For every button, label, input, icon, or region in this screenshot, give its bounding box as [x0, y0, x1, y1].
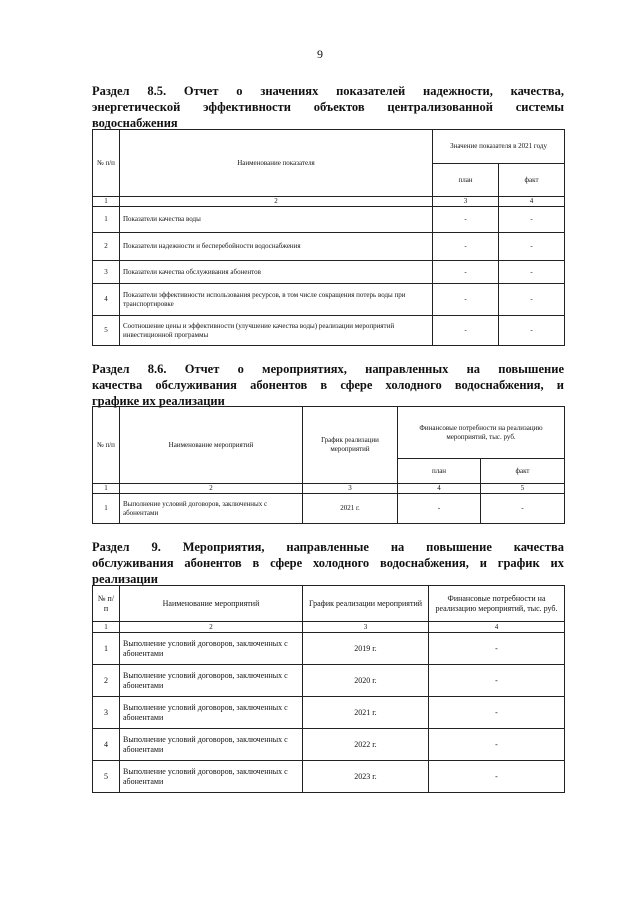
- column-numbers-row: [93, 484, 565, 494]
- col-number: 1: [93, 484, 120, 494]
- row-num: 4: [93, 729, 120, 761]
- row-schedule: 2020 г.: [303, 665, 429, 697]
- section-8-5-heading: [92, 83, 564, 131]
- row-schedule: 2023 г.: [303, 761, 429, 793]
- table-row: [93, 729, 565, 761]
- row-num: 1: [93, 633, 120, 665]
- heading-line: энергетической эффективности объектов централизованной системы: [92, 100, 564, 114]
- row-num: 2: [93, 665, 120, 697]
- row-finance: -: [429, 761, 565, 793]
- col-number: 1: [93, 197, 120, 207]
- col-header-schedule: График реализации мероприятий: [303, 407, 398, 484]
- table-row: [93, 284, 565, 316]
- row-plan: -: [433, 207, 499, 233]
- row-num: 2: [93, 233, 120, 261]
- heading-line: обслуживания абонентов в сфере холодного водоснабжения, и график их: [92, 556, 564, 570]
- row-fact: -: [499, 261, 565, 284]
- section-8-6-heading: [92, 361, 564, 409]
- table-row: [93, 761, 565, 793]
- heading-line: реализации: [92, 572, 158, 586]
- col-header-finance: Финансовые потребности на реализацию мероприятий, тыс. руб.: [398, 407, 565, 459]
- col-header-name: Наименование показателя: [120, 130, 433, 197]
- column-numbers-row: [93, 197, 565, 207]
- table-row: [93, 261, 565, 284]
- col-number: 1: [93, 622, 120, 633]
- row-name: Показатели эффективности использования ресурсов, в том числе сокращения потерь воды при транспортировке: [120, 284, 433, 316]
- row-name: Выполнение условий договоров, заключенных с абонентами: [120, 729, 303, 761]
- row-name: Выполнение условий договоров, заключенных с абонентами: [120, 494, 303, 524]
- heading-line: Раздел 9. Мероприятия, направленные на повышение качества: [92, 540, 564, 554]
- table-row: [93, 697, 565, 729]
- row-schedule: 2022 г.: [303, 729, 429, 761]
- row-plan: -: [433, 316, 499, 346]
- col-number: 4: [429, 622, 565, 633]
- row-plan: -: [433, 233, 499, 261]
- section-9-heading: [92, 539, 564, 587]
- table-row: [93, 494, 565, 524]
- row-name: Выполнение условий договоров, заключенных с абонентами: [120, 761, 303, 793]
- row-num: 1: [93, 207, 120, 233]
- col-header-plan: план: [433, 164, 499, 197]
- table-row: [93, 633, 565, 665]
- row-name: Показатели надежности и бесперебойности водоснабжения: [120, 233, 433, 261]
- indicators-table: [92, 129, 565, 346]
- row-name: Соотношение цены и эффективности (улучшение качества воды) реализации мероприятий инвестиционной программы: [120, 316, 433, 346]
- row-fact: -: [499, 233, 565, 261]
- col-number: 4: [499, 197, 565, 207]
- col-header-name: Наименование мероприятий: [120, 586, 303, 622]
- col-number: 2: [120, 197, 433, 207]
- row-plan: -: [398, 494, 481, 524]
- col-header-num: № п/п: [93, 130, 120, 197]
- row-finance: -: [429, 633, 565, 665]
- row-fact: -: [481, 494, 565, 524]
- col-number: 2: [120, 622, 303, 633]
- row-name: Выполнение условий договоров, заключенных с абонентами: [120, 633, 303, 665]
- col-header-finance: Финансовые потребности на реализацию мероприятий, тыс. руб.: [429, 586, 565, 622]
- table-row: [93, 233, 565, 261]
- col-number: 5: [481, 484, 565, 494]
- row-name: Показатели качества воды: [120, 207, 433, 233]
- heading-line: водоснабжения: [92, 116, 178, 130]
- col-header-plan: план: [398, 459, 481, 484]
- row-num: 1: [93, 494, 120, 524]
- row-num: 4: [93, 284, 120, 316]
- row-fact: -: [499, 207, 565, 233]
- row-num: 5: [93, 761, 120, 793]
- row-num: 5: [93, 316, 120, 346]
- row-finance: -: [429, 729, 565, 761]
- row-plan: -: [433, 284, 499, 316]
- row-finance: -: [429, 697, 565, 729]
- table-row: [93, 207, 565, 233]
- col-header-num: № п/п: [93, 407, 120, 484]
- row-num: 3: [93, 261, 120, 284]
- row-plan: -: [433, 261, 499, 284]
- col-header-schedule: График реализации мероприятий: [303, 586, 429, 622]
- heading-line: графике их реализации: [92, 394, 225, 408]
- row-schedule: 2019 г.: [303, 633, 429, 665]
- table-row: [93, 665, 565, 697]
- row-name: Выполнение условий договоров, заключенных с абонентами: [120, 697, 303, 729]
- heading-line: качества обслуживания абонентов в сфере холодного водоснабжения, и: [92, 378, 564, 392]
- heading-line: Раздел 8.6. Отчет о мероприятиях, направленных на повышение: [92, 362, 564, 376]
- row-schedule: 2021 г.: [303, 494, 398, 524]
- row-finance: -: [429, 665, 565, 697]
- row-fact: -: [499, 316, 565, 346]
- col-number: 3: [433, 197, 499, 207]
- col-header-values: Значение показателя в 2021 году: [433, 130, 565, 164]
- page-number: 9: [317, 47, 323, 61]
- row-name: Выполнение условий договоров, заключенных с абонентами: [120, 665, 303, 697]
- col-header-num: № п/п: [93, 586, 120, 622]
- col-number: 4: [398, 484, 481, 494]
- activities-table: [92, 406, 565, 524]
- col-number: 2: [120, 484, 303, 494]
- row-num: 3: [93, 697, 120, 729]
- col-number: 3: [303, 484, 398, 494]
- heading-line: Раздел 8.5. Отчет о значениях показателей надежности, качества,: [92, 84, 564, 98]
- row-schedule: 2021 г.: [303, 697, 429, 729]
- col-header-fact: факт: [481, 459, 565, 484]
- col-header-name: Наименование мероприятий: [120, 407, 303, 484]
- table-row: [93, 316, 565, 346]
- plan-table: [92, 585, 565, 793]
- column-numbers-row: [93, 622, 565, 633]
- row-fact: -: [499, 284, 565, 316]
- col-header-fact: факт: [499, 164, 565, 197]
- col-number: 3: [303, 622, 429, 633]
- row-name: Показатели качества обслуживания абонентов: [120, 261, 433, 284]
